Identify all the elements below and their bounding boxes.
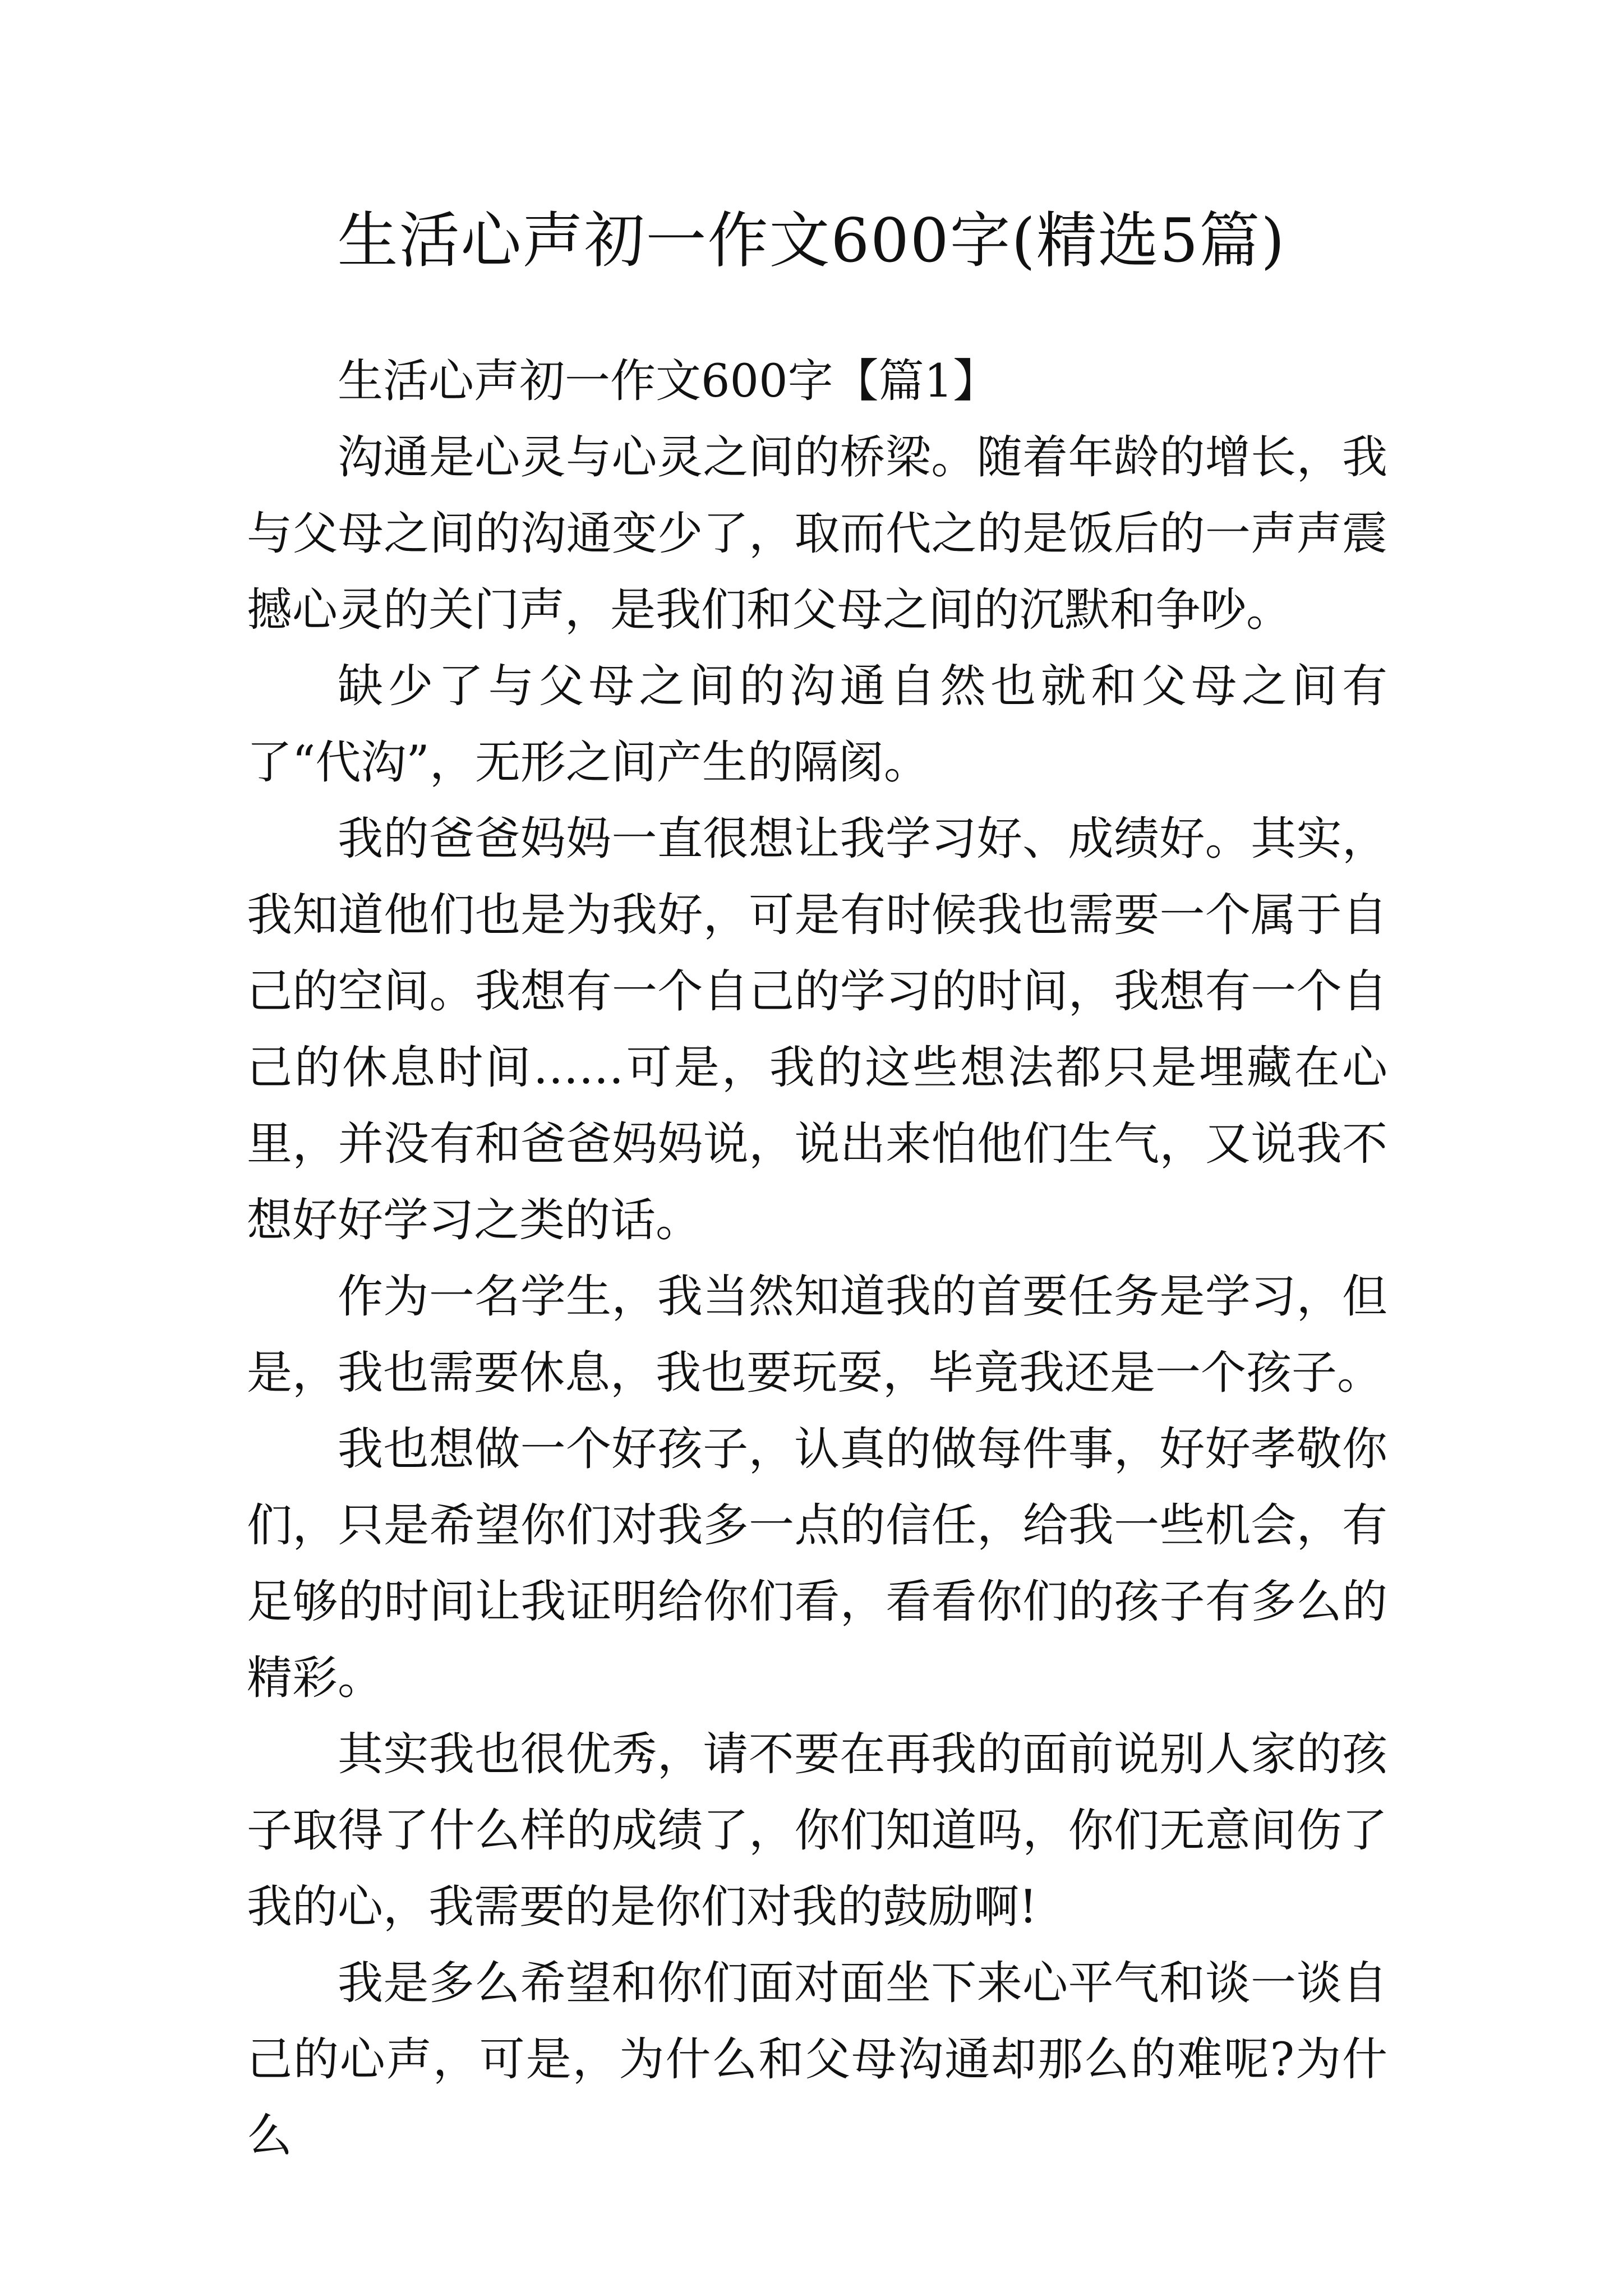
paragraph: 我是多么希望和你们面对面坐下来心平气和谈一谈自己的心声，可是，为什么和父母沟通却那么的难呢?为什么 [247, 1957, 1387, 2162]
paragraph: 我也想做一个好孩子，认真的做每件事，好好孝敬你们，只是希望你们对我多一点的信任，给我一些机会，有足够的时间让我证明给你们看，看看你们的孩子有多么的精彩。 [247, 1423, 1387, 1705]
document-title: 生活心声初一作文600字(精选5篇) [337, 206, 1286, 276]
paragraph: 沟通是心灵与心灵之间的桥梁。随着年龄的增长，我与父母之间的沟通变少了，取而代之的是饭后的一声声震撼心灵的关门声，是我们和父母之间的沉默和争吵。 [247, 431, 1387, 637]
paragraph: 我的爸爸妈妈一直很想让我学习好、成绩好。其实，我知道他们也是为我好，可是有时候我也需要一个属于自己的空间。我想有一个自己的学习的时间，我想有一个自己的休息时间……可是，我的这些想法都只是埋藏在心里，并没有和爸爸妈妈说，说出来怕他们生气，又说我不想好好学习之类的话。 [247, 813, 1387, 1247]
paragraph: 其实我也很优秀，请不要在再我的面前说别人家的孩子取得了什么样的成绩了，你们知道吗，你们无意间伤了我的心，我需要的是你们对我的鼓励啊! [247, 1728, 1387, 1934]
paragraph: 缺少了与父母之间的沟通自然也就和父母之间有了“代沟”，无形之间产生的隔阂。 [247, 660, 1387, 789]
document-body [247, 343, 1387, 2174]
paragraph: 作为一名学生，我当然知道我的首要任务是学习，但是，我也需要休息，我也要玩耍，毕竟我还是一个孩子。 [247, 1271, 1387, 1400]
section-heading: 生活心声初一作文600字【篇1】 [338, 355, 999, 408]
